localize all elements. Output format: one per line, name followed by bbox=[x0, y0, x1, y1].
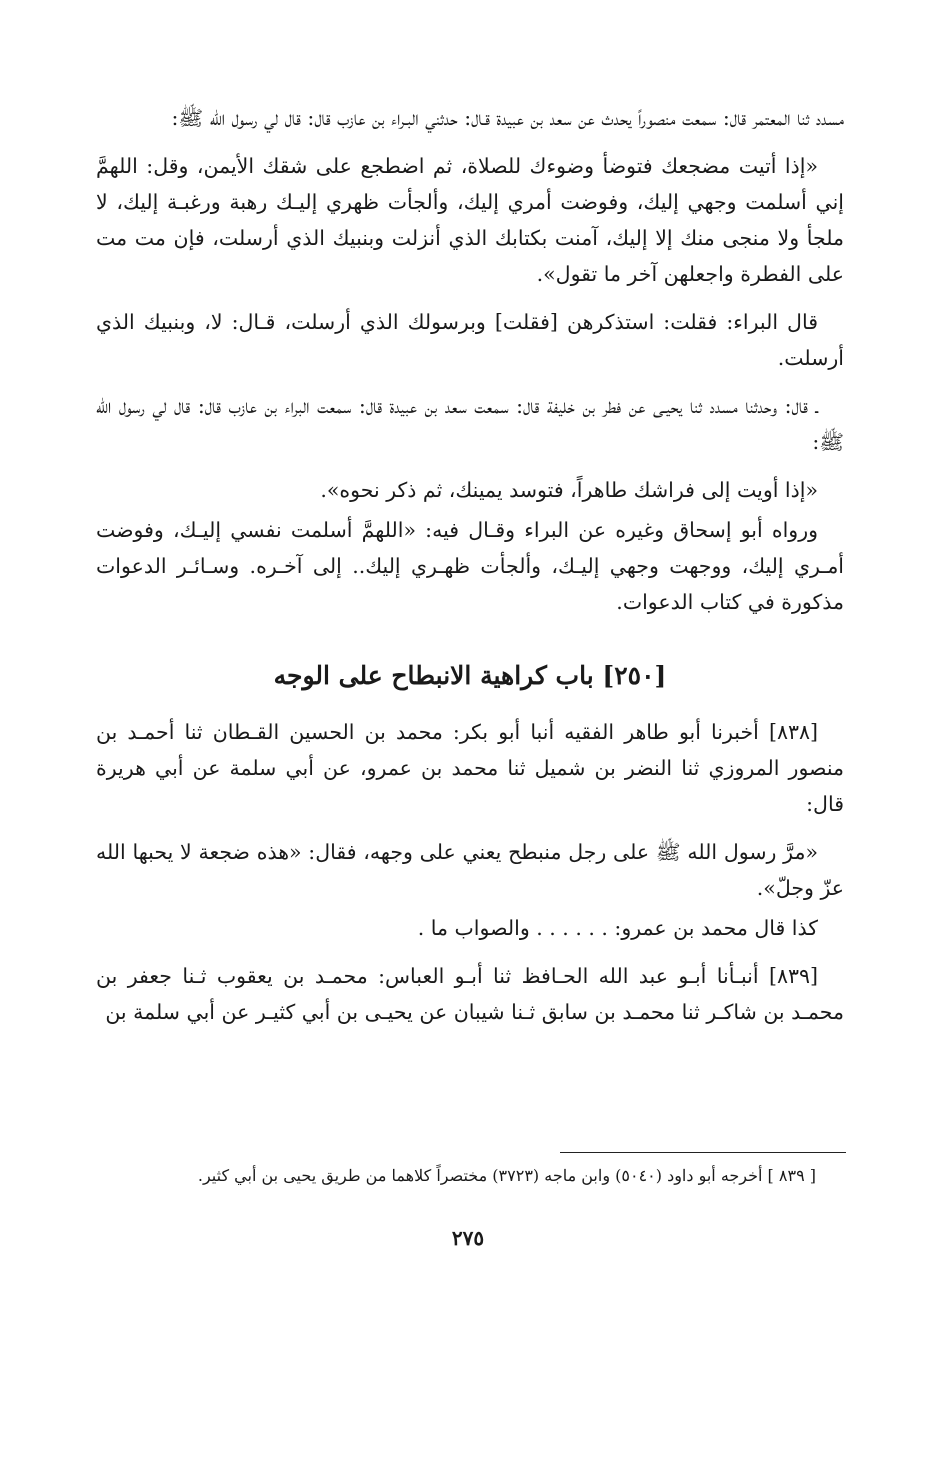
text-paragraph: مسدد ثنا المعتمر قال: سمعت منصوراً يحدث عن سعد بن عبيدة قـال: حدثني البـراء بن عازب قال: قال لي رسول الله ﷺ: bbox=[171, 106, 844, 130]
text-paragraph: [٨٣٩] أنبـأنا أبـو عبد الله الحـافظ ثنا أبـو العباس: محمـد بن يعقوب ثـنا جعفر بن محمـد بن شاكـر ثنا محمـد بن سابق ثـنا شيبان عن يحيـى بن أبي كثيـر عن أبي سلمة بن bbox=[96, 964, 844, 1024]
text-paragraph: «إذا أويت إلى فراشك طاهراً، فتوسد يمينك، ثم ذكر نحوه». bbox=[320, 478, 818, 502]
page-body bbox=[96, 100, 844, 1042]
text-paragraph: «إذا أتيت مضجعك فتوضأ وضوءك للصلاة، ثم اضطجع على شقك الأيمن، وقل: اللهمَّ إني أسلمت وجهي إليك، وفوضت أمري إليك، وألجأت ظهري إليـك رهبة ورغبـة إليك، لا ملجأ ولا منجى منك إلا إليك، آمنت بكتابك الذي أنزلت وبنبيك الذي أرسلت، فإن مت مت على الفطرة واجعلهن آخر ما تقول». bbox=[96, 154, 844, 286]
text-paragraph: ـ قال: وحدثنا مسدد ثنا يحيـى عن فطر بن خليفة قال: سمعت سعد بن عبيدة قال: سمعت البراء بن عازب قال: قال لي رسول الله ﷺ: bbox=[96, 394, 844, 454]
footnote: [ ٨٣٩ ] أخرجه أبو داود (٥٠٤٠) وابن ماجه (٣٧٢٣) مختصراً كلاهما من طريق يحيى بن أبي كثير. bbox=[197, 1166, 816, 1185]
text-paragraph: كذا قال محمد بن عمرو: . . . . . . والصواب ما . bbox=[417, 916, 818, 940]
section-heading: [٢٥٠] باب كراهية الانبطاح على الوجه bbox=[273, 661, 667, 690]
text-paragraph: [٨٣٨] أخبرنا أبو طاهر الفقيه أنبا أبو بكر: محمد بن الحسين القـطان ثنا أحمـد بن منصور المروزي ثنا النضر بن شميل ثنا محمد بن عمرو، عن أبي سلمة عن أبي هريرة قال: bbox=[96, 720, 844, 816]
text-paragraph: «مرَّ رسول الله ﷺ على رجل منبطح يعني على وجهه، فقال: «هذه ضجعة لا يحبها الله عزّ وجلّ». bbox=[96, 840, 844, 900]
text-paragraph: قال البراء: فقلت: استذكرهن [فقلت] وبرسولك الذي أرسلت، قـال: لا، وبنبيك الذي أرسلت. bbox=[96, 310, 844, 370]
text-paragraph: ورواه أبو إسحاق وغيره عن البراء وقـال فيه: «اللهمَّ أسلمت نفسي إليـك، وفوضت أمـري إليك، ووجهت وجهي إليـك، وألجأت ظهـري إليك.. إلى آخـره. وسـائـر الدعوات مذكورة في كتاب الدعوات. bbox=[96, 518, 844, 614]
footnote-divider bbox=[560, 1152, 846, 1153]
page-number: ٢٧٥ bbox=[451, 1226, 485, 1250]
